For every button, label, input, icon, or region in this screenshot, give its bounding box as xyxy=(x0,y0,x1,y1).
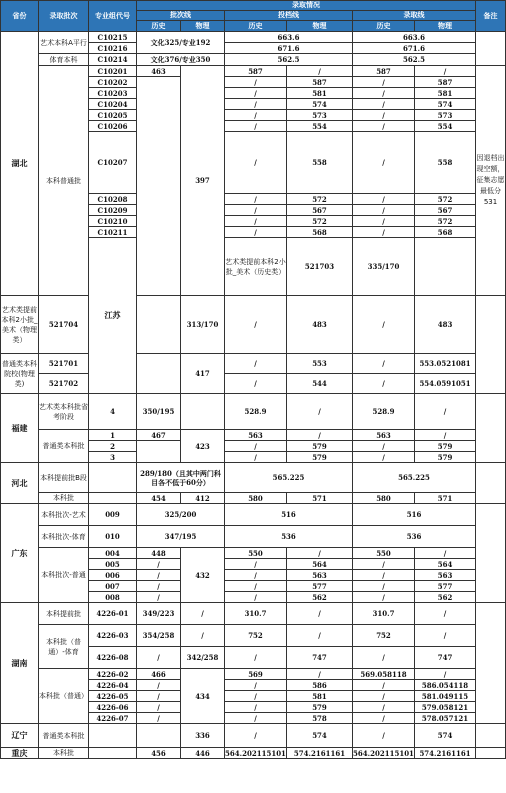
batch-physics-cell: / xyxy=(181,625,225,647)
file-physics-cell: 574 xyxy=(287,724,353,748)
file-history-cell: 569 xyxy=(225,669,287,680)
admit-physics-cell: / xyxy=(415,430,476,441)
file-history-cell: / xyxy=(225,680,287,691)
file-physics-cell: / xyxy=(287,66,353,77)
file-physics-cell: / xyxy=(287,625,353,647)
admit-physics-cell: / xyxy=(415,548,476,559)
batch-hubei-sport: 体育本科 xyxy=(39,54,89,66)
code-cell: 4226-05 xyxy=(89,691,137,702)
admit-line-cell: 516 xyxy=(353,504,476,526)
batch-hubei-art-a: 艺术本科A平行 xyxy=(39,32,89,54)
admit-history-cell: 528.9 xyxy=(353,394,415,430)
code-cell: 4226-06 xyxy=(89,702,137,713)
file-history-cell: 587 xyxy=(225,66,287,77)
admit-history-cell: / xyxy=(353,452,415,463)
batch-history-cell: 467 xyxy=(137,430,181,441)
admit-physics-cell: 581 xyxy=(415,88,476,99)
batch-line-cell: 文化376/专业350 xyxy=(137,54,225,66)
batch-history-cell: 350/195 xyxy=(137,394,181,430)
code-cell: C10202 xyxy=(89,77,137,88)
batch-hunan-sport: 本科批（普通）-体育 xyxy=(39,625,89,669)
batch-history-cell: 466 xyxy=(137,669,181,680)
header-batch-line: 批次线 xyxy=(137,11,225,21)
file-history-cell: / xyxy=(225,724,287,748)
admit-history-cell: / xyxy=(353,88,415,99)
admit-history-cell: / xyxy=(353,724,415,748)
file-physics-cell: 564 xyxy=(287,559,353,570)
batch-hubei-regular: 本科普通批 xyxy=(39,66,89,296)
batch-history-empty xyxy=(137,77,181,296)
admit-physics-cell: 564 xyxy=(415,559,476,570)
header-province: 省份 xyxy=(1,1,39,32)
admit-history-cell: 587 xyxy=(353,66,415,77)
batch-history-cell: / xyxy=(137,592,181,603)
batch-liaoning: 普通类本科批 xyxy=(39,724,89,748)
admit-physics-cell: 579 xyxy=(415,441,476,452)
file-line-cell: 536 xyxy=(225,526,353,548)
batch-physics-cell: 446 xyxy=(181,748,225,759)
admit-physics-cell: / xyxy=(415,394,476,430)
batch-physics-cell: 417 xyxy=(181,354,225,394)
admit-physics-cell: 579.058121 xyxy=(415,702,476,713)
batch-history-cell: / xyxy=(137,702,181,713)
header-file-line: 投档线 xyxy=(225,11,353,21)
file-history-cell: / xyxy=(225,354,287,374)
admit-line-cell: 671.6 xyxy=(353,43,476,54)
province-hubei: 湖北 xyxy=(1,32,39,296)
code-cell: 4226-08 xyxy=(89,647,137,669)
file-physics-cell: 587 xyxy=(287,77,353,88)
code-cell: C10203 xyxy=(89,88,137,99)
admit-line-cell: 536 xyxy=(353,526,476,548)
admit-history-cell: / xyxy=(353,205,415,216)
batch-line-cell: 325/200 xyxy=(137,504,225,526)
admit-physics-cell: / xyxy=(415,603,476,625)
admit-physics-cell: 558 xyxy=(415,132,476,194)
admit-history-cell: / xyxy=(353,132,415,194)
admit-history-cell: / xyxy=(353,441,415,452)
batch-physics-cell: 313/170 xyxy=(181,296,225,354)
code-empty xyxy=(89,493,137,504)
code-cell: 521702 xyxy=(39,374,89,394)
header-admit-history: 历史 xyxy=(353,21,415,32)
admit-history-cell: / xyxy=(353,216,415,227)
remarks-empty xyxy=(476,504,506,603)
file-physics-cell: 553 xyxy=(287,354,353,374)
province-fujian: 福建 xyxy=(1,394,39,463)
header-file-history: 历史 xyxy=(225,21,287,32)
file-physics-cell: / xyxy=(287,603,353,625)
file-history-cell: / xyxy=(225,374,287,394)
header-admit-physics: 物理 xyxy=(415,21,476,32)
code-cell: 4226-03 xyxy=(89,625,137,647)
header-group-code: 专业组代号 xyxy=(89,1,137,32)
file-physics-cell: 562 xyxy=(287,592,353,603)
admit-history-cell: / xyxy=(353,77,415,88)
code-cell: C10201 xyxy=(89,66,137,77)
batch-history-empty xyxy=(137,724,181,748)
admit-history-cell: 569.058118 xyxy=(353,669,415,680)
remarks-empty xyxy=(476,603,506,724)
code-empty xyxy=(89,724,137,748)
admit-physics-cell: 586.054118 xyxy=(415,680,476,691)
province-chongqing: 重庆 xyxy=(1,748,39,759)
file-physics-cell: 579 xyxy=(287,452,353,463)
code-empty xyxy=(89,748,137,759)
code-cell: C10211 xyxy=(89,227,137,238)
file-physics-cell: / xyxy=(287,430,353,441)
code-cell: C10215 xyxy=(89,32,137,43)
batch-history-cell: 335/170 xyxy=(353,238,415,296)
admit-physics-cell: 579 xyxy=(415,452,476,463)
admit-line-cell: 565.225 xyxy=(353,463,476,493)
file-history-cell: / xyxy=(225,592,287,603)
file-physics-cell: 554 xyxy=(287,121,353,132)
batch-history-cell: / xyxy=(137,691,181,702)
file-history-cell: / xyxy=(225,691,287,702)
batch-history-cell: / xyxy=(137,647,181,669)
code-cell: 4226-04 xyxy=(89,680,137,691)
header-admission: 录取情况 xyxy=(137,1,476,11)
code-cell: 4226-02 xyxy=(89,669,137,680)
file-physics-cell: 574.2161161 xyxy=(287,748,353,759)
batch-history-cell: 456 xyxy=(137,748,181,759)
file-history-cell: 752 xyxy=(225,625,287,647)
admit-physics-cell: 483 xyxy=(415,296,476,354)
code-cell: 004 xyxy=(89,548,137,559)
batch-history-cell: / xyxy=(137,680,181,691)
file-history-cell: / xyxy=(225,581,287,592)
batch-physics-cell: 412 xyxy=(181,493,225,504)
remarks-hubei: 因退档出现空额，征集志愿最低分531 xyxy=(476,66,506,296)
batch-physics-cell: 397 xyxy=(181,66,225,296)
code-cell: C10206 xyxy=(89,121,137,132)
remarks-empty xyxy=(476,463,506,504)
file-history-cell: 310.7 xyxy=(225,603,287,625)
admit-physics-cell: 581.049115 xyxy=(415,691,476,702)
admit-history-cell: / xyxy=(353,559,415,570)
file-physics-cell: / xyxy=(287,394,353,430)
admit-physics-cell: 577 xyxy=(415,581,476,592)
batch-line-cell: 文化325/专业192 xyxy=(137,32,225,54)
code-cell: 521701 xyxy=(39,354,89,374)
file-physics-cell: 574 xyxy=(287,99,353,110)
code-cell: C10216 xyxy=(89,43,137,54)
file-history-cell: / xyxy=(225,441,287,452)
admit-history-cell: 580 xyxy=(353,493,415,504)
batch-history-cell: 454 xyxy=(137,493,181,504)
admit-line-cell: 562.5 xyxy=(353,54,476,66)
province-liaoning: 辽宁 xyxy=(1,724,39,748)
admit-physics-cell: 554 xyxy=(415,121,476,132)
code-cell: 4 xyxy=(89,394,137,430)
batch-physics-cell: 434 xyxy=(181,669,225,724)
admit-physics-cell: / xyxy=(415,625,476,647)
header-remarks: 备注 xyxy=(476,1,506,32)
admit-history-cell: / xyxy=(353,194,415,205)
code-cell: C10207 xyxy=(89,132,137,194)
batch-history-cell: / xyxy=(137,559,181,570)
admit-history-cell: / xyxy=(353,227,415,238)
admit-history-cell: 563 xyxy=(353,430,415,441)
file-history-cell: / xyxy=(225,452,287,463)
file-history-cell: / xyxy=(225,88,287,99)
batch-history-cell: / xyxy=(137,570,181,581)
file-history-cell: / xyxy=(225,110,287,121)
file-history-cell: / xyxy=(225,194,287,205)
batch-physics-cell: / xyxy=(181,603,225,625)
admit-physics-cell: 747 xyxy=(415,647,476,669)
file-physics-cell: 563 xyxy=(287,570,353,581)
batch-history-cell: / xyxy=(137,581,181,592)
code-cell: 4226-01 xyxy=(89,603,137,625)
file-history-cell: / xyxy=(225,570,287,581)
admit-physics-cell: 573 xyxy=(415,110,476,121)
remarks-empty xyxy=(476,724,506,748)
batch-history-cell: 448 xyxy=(137,548,181,559)
code-cell: 007 xyxy=(89,581,137,592)
batch-jiangsu-art-hist: 艺术类提前本科2小批_美术（历史类） xyxy=(225,238,287,296)
file-physics-cell: 558 xyxy=(287,132,353,194)
admit-history-cell: 550 xyxy=(353,548,415,559)
admit-physics-cell: 574 xyxy=(415,99,476,110)
code-cell: 008 xyxy=(89,592,137,603)
batch-physics-cell: 432 xyxy=(181,548,225,603)
code-cell: 3 xyxy=(89,452,137,463)
file-physics-cell: 579 xyxy=(287,441,353,452)
province-hunan: 湖南 xyxy=(1,603,39,724)
file-history-cell: / xyxy=(225,227,287,238)
admit-physics-cell: / xyxy=(415,669,476,680)
admit-history-cell: / xyxy=(353,374,415,394)
file-physics-cell: / xyxy=(287,669,353,680)
admit-history-cell: / xyxy=(353,110,415,121)
file-physics-cell: 577 xyxy=(287,581,353,592)
code-cell: 1 xyxy=(89,430,137,441)
batch-jiangsu-art-phys: 艺术类提前本科2小批_美术（物理类） xyxy=(1,296,39,354)
admit-physics-cell: 572 xyxy=(415,216,476,227)
file-history-cell: / xyxy=(225,559,287,570)
admit-history-cell: / xyxy=(353,592,415,603)
batch-physics-empty xyxy=(415,238,476,296)
admit-physics-cell: 554.0591051 xyxy=(415,374,476,394)
batch-physics-cell: 423 xyxy=(181,430,225,463)
admit-history-cell: 564.202115101 xyxy=(353,748,414,758)
file-physics-cell: 573 xyxy=(287,110,353,121)
batch-history-cell: / xyxy=(137,713,181,724)
admit-physics-cell: 562 xyxy=(415,592,476,603)
file-physics-cell: 579 xyxy=(287,702,353,713)
file-line-cell: 562.5 xyxy=(225,54,353,66)
batch-physics-cell: 342/258 xyxy=(181,647,225,669)
code-cell: 521704 xyxy=(39,296,89,354)
file-history-cell: / xyxy=(225,713,287,724)
admit-physics-cell: 578.057121 xyxy=(415,713,476,724)
province-guangdong: 广东 xyxy=(1,504,39,603)
file-history-cell: / xyxy=(225,99,287,110)
remarks-empty xyxy=(476,32,506,66)
file-line-cell: 565.225 xyxy=(225,463,353,493)
province-jiangsu: 江苏 xyxy=(89,238,137,394)
batch-history-cell: 463 xyxy=(137,66,181,77)
file-history-cell: / xyxy=(225,132,287,194)
file-physics-cell: / xyxy=(287,548,353,559)
batch-line-cell: 289/180（且其中两门科目各不低于60分） xyxy=(137,463,225,493)
file-physics-cell: 571 xyxy=(287,493,353,504)
header-batch-physics: 物理 xyxy=(181,21,225,32)
batch-hebei-early: 本科提前批B段 xyxy=(39,463,89,493)
admit-history-cell: / xyxy=(353,713,415,724)
batch-physics-cell: 336 xyxy=(181,724,225,748)
file-physics-cell: 747 xyxy=(287,647,353,669)
admit-physics-cell: / xyxy=(415,66,476,77)
file-history-cell: 563 xyxy=(225,430,287,441)
admit-physics-cell: 571 xyxy=(415,493,476,504)
admit-history-cell: / xyxy=(353,296,415,354)
file-physics-cell: 568 xyxy=(287,227,353,238)
file-history-cell: / xyxy=(225,702,287,713)
code-cell: 009 xyxy=(89,504,137,526)
code-cell: 521703 xyxy=(287,238,353,296)
file-history-cell: / xyxy=(225,205,287,216)
remarks-empty xyxy=(476,748,506,759)
admit-history-cell: 310.7 xyxy=(353,603,415,625)
admit-physics-cell: 574 xyxy=(415,724,476,748)
admit-line-cell: 663.6 xyxy=(353,32,476,43)
code-cell: 006 xyxy=(89,570,137,581)
header-batch-history: 历史 xyxy=(137,21,181,32)
code-cell: 2 xyxy=(89,441,137,452)
admit-history-cell: / xyxy=(353,680,415,691)
batch-history-empty xyxy=(137,354,181,394)
code-cell: 4226-07 xyxy=(89,713,137,724)
batch-guangdong-art: 本科批次-艺术 xyxy=(39,504,89,526)
file-physics-cell: 483 xyxy=(287,296,353,354)
batch-guangdong-regular: 本科批次-普通 xyxy=(39,548,89,603)
code-empty xyxy=(89,463,137,493)
file-physics-cell: 586 xyxy=(287,680,353,691)
file-physics-cell: 581 xyxy=(287,691,353,702)
file-physics-cell: 572 xyxy=(287,216,353,227)
header-admit-line: 录取线 xyxy=(353,11,476,21)
batch-guangdong-sport: 本科批次-体育 xyxy=(39,526,89,548)
batch-history-cell: 354/258 xyxy=(137,625,181,647)
admit-history-cell: / xyxy=(353,702,415,713)
admit-physics-cell: 587 xyxy=(415,77,476,88)
batch-history-empty xyxy=(137,441,181,463)
admit-physics-cell: 553.0521081 xyxy=(415,354,476,374)
header-batch: 录取批次 xyxy=(39,1,89,32)
file-history-cell: / xyxy=(225,77,287,88)
admit-physics-cell: 574.2161161 xyxy=(415,748,476,759)
file-history-cell: 580 xyxy=(225,493,287,504)
file-physics-cell: 581 xyxy=(287,88,353,99)
file-history-cell: / xyxy=(225,121,287,132)
code-cell: C10209 xyxy=(89,205,137,216)
admit-history-cell: / xyxy=(353,354,415,374)
file-physics-cell: 578 xyxy=(287,713,353,724)
admit-history-cell: / xyxy=(353,99,415,110)
code-cell: 005 xyxy=(89,559,137,570)
code-cell: C10208 xyxy=(89,194,137,205)
file-line-cell: 671.6 xyxy=(225,43,353,54)
batch-line-cell: 347/195 xyxy=(137,526,225,548)
file-history-cell: 528.9 xyxy=(225,394,287,430)
file-history-cell: 550 xyxy=(225,548,287,559)
batch-fujian-art: 艺术类本科批省考阶段 xyxy=(39,394,89,430)
admit-physics-cell: 563 xyxy=(415,570,476,581)
code-cell: C10205 xyxy=(89,110,137,121)
batch-physics-empty xyxy=(181,394,225,430)
code-cell: C10210 xyxy=(89,216,137,227)
batch-history-empty xyxy=(137,296,181,354)
batch-history-cell: 349/223 xyxy=(137,603,181,625)
admit-history-cell: / xyxy=(353,647,415,669)
file-history-cell: / xyxy=(225,647,287,669)
province-hebei: 河北 xyxy=(1,463,39,504)
header-file-physics: 物理 xyxy=(287,21,353,32)
admit-physics-cell: 568 xyxy=(415,227,476,238)
file-history-cell: 564.202115101 xyxy=(225,748,286,758)
code-cell: C10214 xyxy=(89,54,137,66)
file-history-cell: / xyxy=(225,296,287,354)
file-line-cell: 663.6 xyxy=(225,32,353,43)
admit-history-cell: / xyxy=(353,691,415,702)
batch-fujian-regular: 普通类本科批 xyxy=(39,430,89,463)
batch-hunan-early: 本科提前批 xyxy=(39,603,89,625)
code-cell: C10204 xyxy=(89,99,137,110)
batch-hebei-regular: 本科批 xyxy=(39,493,89,504)
admit-physics-cell: 572 xyxy=(415,194,476,205)
admit-physics-cell: 567 xyxy=(415,205,476,216)
batch-jiangsu-regular: 普通类本科院校(物理类) xyxy=(1,354,39,394)
file-line-cell: 516 xyxy=(225,504,353,526)
admit-history-cell: / xyxy=(353,570,415,581)
file-physics-cell: 544 xyxy=(287,374,353,394)
code-cell: 010 xyxy=(89,526,137,548)
file-history-cell: / xyxy=(225,216,287,227)
remarks-empty xyxy=(476,394,506,463)
file-physics-cell: 567 xyxy=(287,205,353,216)
admit-history-cell: / xyxy=(353,581,415,592)
file-physics-cell: 572 xyxy=(287,194,353,205)
batch-chongqing: 本科批 xyxy=(39,748,89,759)
admit-history-cell: 752 xyxy=(353,625,415,647)
admit-history-cell: / xyxy=(353,121,415,132)
batch-hunan-regular: 本科批（普通） xyxy=(39,669,89,724)
